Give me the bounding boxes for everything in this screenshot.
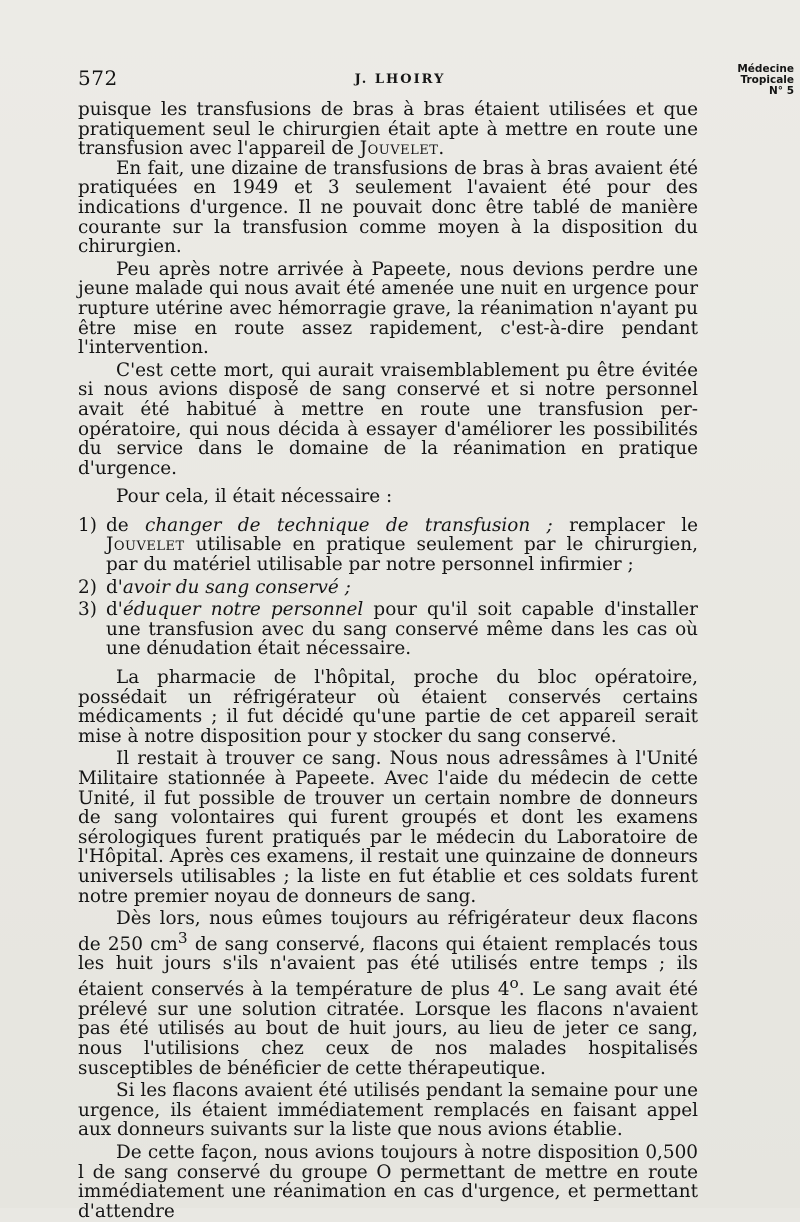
paragraph-1: puisque les transfusions de bras à bras étaient utilisées et que pratiquement seul le chirurgien était apte à mettre en route une transfusion avec l'appareil de Jouvelet. xyxy=(78,99,698,160)
device-name: Jouvelet xyxy=(359,138,439,160)
paragraph-8: Dès lors, nous eûmes toujours au réfrigérateur deux flacons de 250 $cm^3$ de sang conservé, flacons qui étaient remplacés tous les huit jours s'ils n'avaient pas été utilisés entre temps ; ils étaient conservés à la température de plus 4$^o$. Le sang avait été prélevé sur une solution citratée. Lorsque les flacons n'avaient pas été utilisés au bout de huit jours, au lieu de jeter ce sang, nous l'utilisions chez ceux de nos malades hospitalisés susceptibles de bénéficier de cette thérapeutique. xyxy=(78,908,698,1079)
paragraph-2: En fait, une dizaine de transfusions de bras à bras avaient été pratiquées en 1949 et 3 seulement l'avaient été pour des indications d'urgence. Il ne pouvait donc être tablé de manière courante sur la transfusion comme moyen à la disposition du chirurgien. xyxy=(78,157,698,258)
list-item-2: 2) d'avoir du sang conservé ; xyxy=(78,576,351,598)
list-number: 3) xyxy=(78,599,97,621)
list-item-3: 3) d'éduquer notre personnel pour qu'il soit capable d'installer une transfusion avec du sang conservé même dans les cas où une dénudation était nécessaire. xyxy=(78,599,698,660)
running-head: J. LHOIRY xyxy=(354,72,446,87)
paragraph-10: De cette façon, nous avions toujours à notre disposition 0,500 l de sang conservé du groupe O permettant de mettre en route immédiatement une réanimation en cas d'urgence, et permettant d'attendre xyxy=(78,1141,698,1222)
paragraph-3: Peu après notre arrivée à Papeete, nous devions perdre une jeune malade qui nous avait été amenée une nuit en urgence pour rupture utérine avec hémorragie grave, la réanimation n'ayant pu être mise en route assez rapidement, c'est-à-dire pendant l'intervention. xyxy=(78,258,698,359)
page-header xyxy=(0,63,800,97)
paragraph-6: La pharmacie de l'hôpital, proche du bloc opératoire, possédait un réfrigérateur où étaient conservés certains médicaments ; il fut décidé qu'une partie de cet appareil serait mise à notre disposition pour y stocker du sang conservé. xyxy=(78,667,698,747)
paragraph-5: Pour cela, il était nécessaire : xyxy=(116,486,393,508)
list-item-1: 1) de changer de technique de transfusion ; remplacer le Jouvelet utilisable en pratique seulement par le chirurgien, par du matériel utilisable par notre personnel infirmier ; xyxy=(78,514,698,576)
journal-name-line-2: Tropicale xyxy=(740,74,794,86)
journal-reference xyxy=(714,64,794,97)
paragraph-7: Il restait à trouver ce sang. Nous nous adressâmes à l'Unité Militaire stationnée à Papeete. Avec l'aide du médecin de cette Unité, il fut possible de trouver un certain nombre de donneurs de sang volontaires qui furent groupés et dont les examens sérologiques furent pratiqués par le médecin du Laboratoire de l'Hôpital. Après ces examens, il restait une quinzaine de donneurs universels utilisables ; la liste en fut établie et ces soldats furent notre premier noyau de donneurs de sang. xyxy=(78,748,698,907)
article-body xyxy=(78,100,698,1221)
journal-issue-number: N° 5 xyxy=(769,85,794,97)
paragraph-4: C'est cette mort, qui aurait vraisemblablement pu être évitée si nous avions disposé de sang conservé et si notre personnel avait été habitué à mettre en route une transfusion per-opératoire, qui nous décida à essayer d'améliorer les possibilités du service dans le domaine de la réanimation en pratique d'urgence. xyxy=(78,359,698,479)
paragraph-9: Si les flacons avaient été utilisés pendant la semaine pour une urgence, ils étaient immédiatement remplacés en faisant appel aux donneurs suivants sur la liste que nous avions établie. xyxy=(78,1080,698,1141)
device-name: Jouvelet xyxy=(106,534,185,556)
list-number: 1) xyxy=(78,514,97,536)
journal-name-line-1: Médecine xyxy=(737,63,794,75)
list-number: 2) xyxy=(78,576,97,598)
page-number: 572 xyxy=(78,66,118,90)
